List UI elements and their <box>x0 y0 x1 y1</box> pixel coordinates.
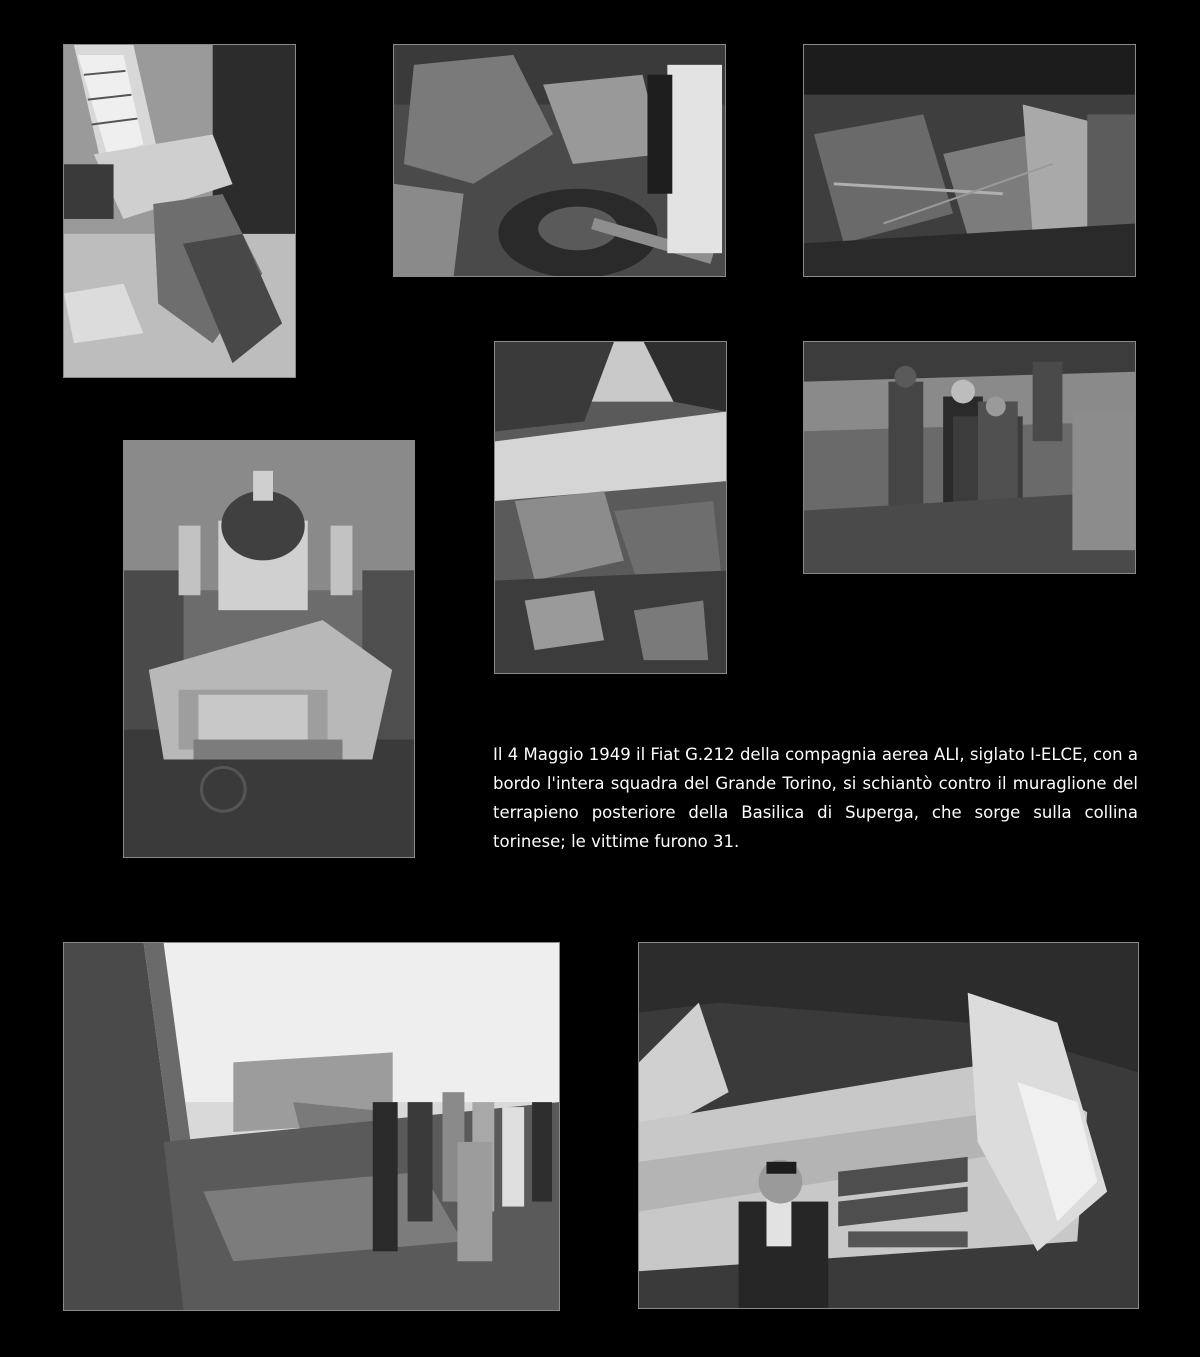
photo-soldiers-site <box>803 341 1136 574</box>
tail-wreckage-image <box>64 45 295 377</box>
wheel-debris-image <box>394 45 725 276</box>
photo-debris-field <box>494 341 727 674</box>
soldiers-site-image <box>804 342 1135 573</box>
photo-basilica-superga <box>123 440 415 858</box>
caption-text: Il 4 Maggio 1949 il Fiat G.212 della compagnia aerea ALI, siglato I-ELCE, con a bordo l'intera squadra del Grande Torino, si schiantò contro il muraglione del terrapieno posteriore della Basilica di Superga, che sorge sulla collina torinese; le vittime furono 31. <box>493 745 1138 851</box>
photo-scattered-debris <box>803 44 1136 277</box>
boy-fuselage-image <box>639 943 1138 1308</box>
smoke-crowd-image <box>64 943 559 1310</box>
photo-boy-fuselage <box>638 942 1139 1309</box>
photo-wheel-debris <box>393 44 726 277</box>
scattered-debris-image <box>804 45 1135 276</box>
photo-tail-wreckage <box>63 44 296 378</box>
basilica-image <box>124 441 414 857</box>
photo-smoke-crowd <box>63 942 560 1311</box>
debris-field-image <box>495 342 726 673</box>
